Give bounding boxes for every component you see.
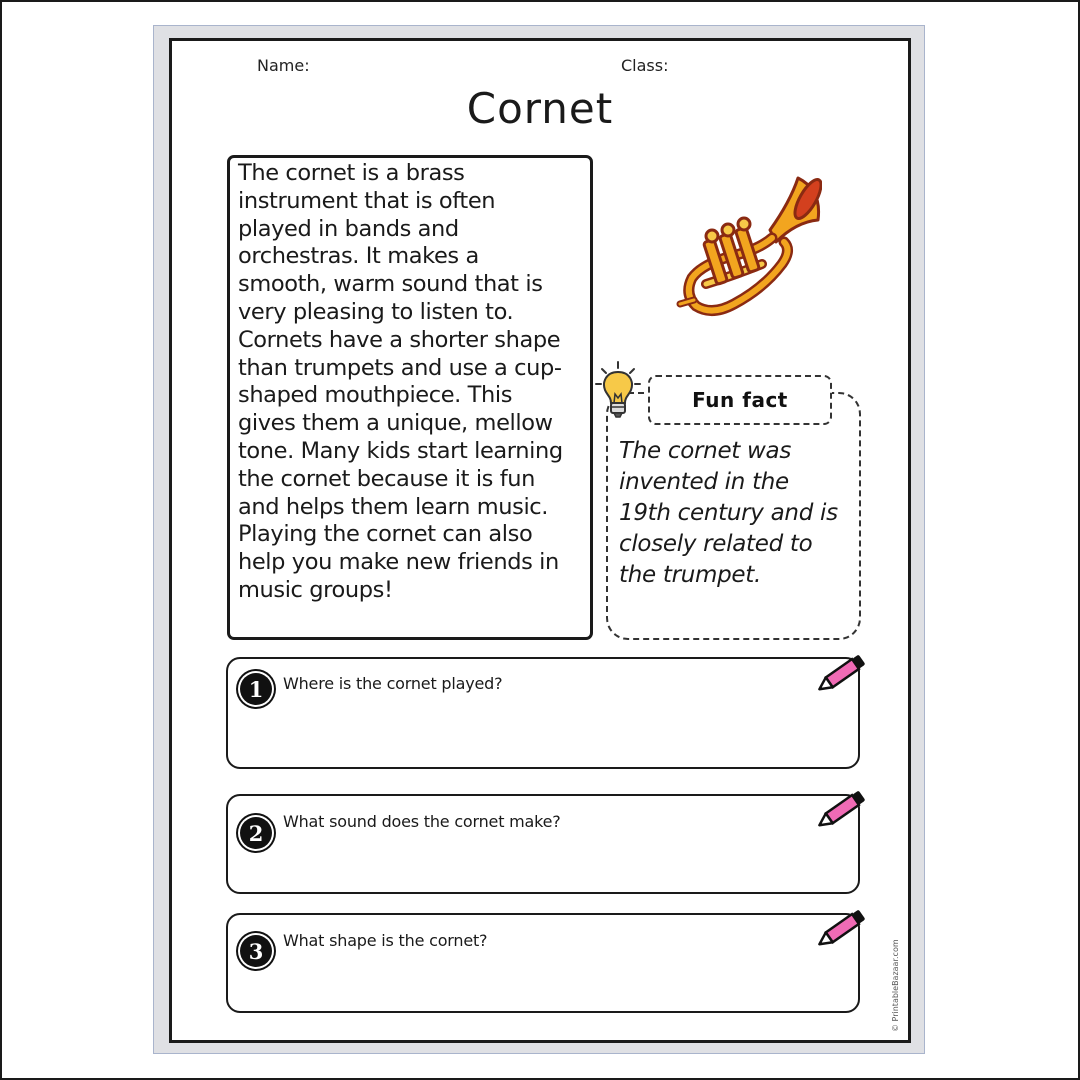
passage-line: music groups! — [238, 576, 393, 603]
page-title: Cornet — [466, 84, 614, 133]
lightbulb-icon — [594, 360, 642, 420]
fun-fact-text — [619, 436, 855, 591]
question-number-2: 2 — [240, 817, 272, 849]
fun-fact-label: Fun fact — [648, 375, 832, 425]
pencil-icon — [818, 784, 870, 832]
passage-line: orchestras. It makes a — [238, 243, 479, 270]
cornet-illustration — [672, 172, 822, 322]
answer-box-3[interactable] — [226, 913, 860, 1013]
answer-box-2[interactable] — [226, 794, 860, 894]
class-label: Class: — [621, 56, 669, 75]
passage-line: The cornet is a brass — [238, 160, 465, 186]
passage-line: instrument that is often — [238, 187, 496, 214]
question-number-1: 1 — [240, 673, 272, 705]
passage-line: shaped mouthpiece. This — [238, 382, 513, 409]
passage-line: very pleasing to listen to. — [238, 298, 514, 325]
question-text-1: Where is the cornet played? — [283, 674, 503, 693]
passage-line: and helps them learn music. — [238, 493, 549, 520]
name-label: Name: — [257, 56, 310, 75]
fun-fact-line: closely related to — [619, 531, 813, 557]
passage-line: Playing the cornet can also — [238, 521, 533, 548]
fun-fact-line: invented in the — [619, 469, 789, 495]
copyright-credit: © PrintableBazaar.com — [891, 939, 900, 1032]
fun-fact-line: 19th century and is — [619, 500, 838, 526]
fun-fact-line: the trumpet. — [619, 562, 761, 588]
pencil-icon — [818, 648, 870, 696]
passage-line: smooth, warm sound that is — [238, 271, 543, 298]
reading-passage — [238, 160, 590, 605]
question-number-3: 3 — [240, 935, 272, 967]
passage-line: help you make new friends in — [238, 549, 559, 576]
passage-line: the cornet because it is fun — [238, 465, 535, 492]
passage-line: played in bands and — [238, 215, 459, 242]
pencil-icon — [818, 903, 870, 951]
question-text-3: What shape is the cornet? — [283, 931, 488, 950]
passage-line: than trumpets and use a cup- — [238, 354, 562, 381]
fun-fact-line: The cornet was — [619, 438, 792, 464]
passage-line: tone. Many kids start learning — [238, 437, 563, 464]
passage-line: gives them a unique, mellow — [238, 410, 553, 437]
question-text-2: What sound does the cornet make? — [283, 812, 561, 831]
passage-line: Cornets have a shorter shape — [238, 326, 561, 353]
